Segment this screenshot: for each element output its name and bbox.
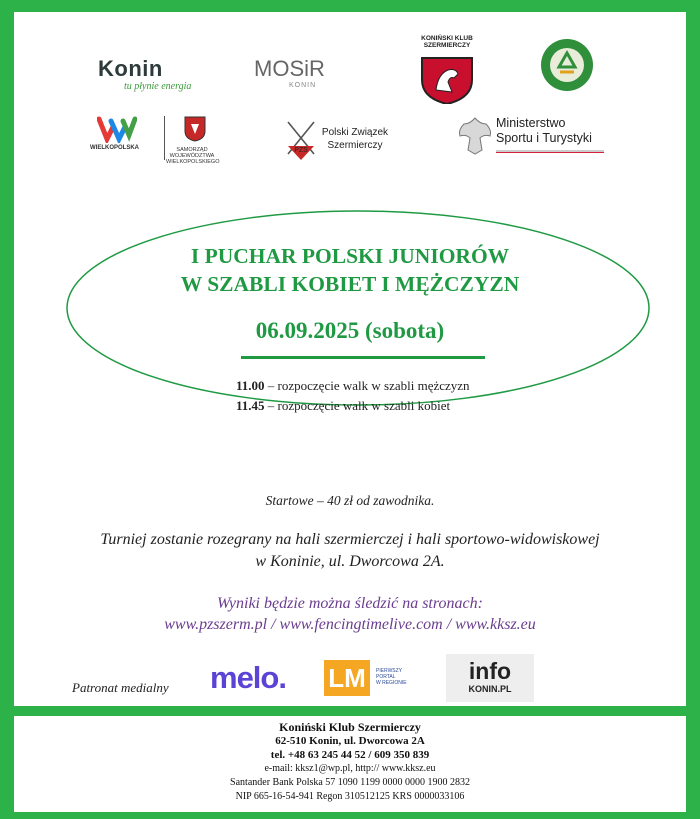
results-info (14, 593, 686, 635)
konin-logo: Konin (98, 56, 163, 81)
lm-mark: LM (324, 660, 370, 696)
melo-logo: melo. (210, 660, 286, 695)
footer-bank: Santander Bank Polska 57 1090 1199 0000 0000 1900 2832 (230, 777, 470, 788)
footer-phone: tel. +48 63 245 44 52 / 609 350 839 (270, 749, 430, 761)
info-logo-sub: KONIN.PL (468, 684, 512, 694)
footer-address: 62-510 Konin, ul. Dworcowa 2A (275, 735, 425, 747)
venue-line1: Turniej zostanie rozegrany na hali szermierczej i hali sportowo-widowiskowej (100, 531, 600, 548)
ministry-line2: Sportu i Turystyki (496, 131, 592, 145)
schedule-text: – rozpoczęcie walk w szabli kobiet (264, 398, 451, 413)
event-date: 06.09.2025 (sobota) (255, 318, 445, 343)
media-patronage-label: Patronat medialny (72, 680, 169, 695)
event-title-line1: I PUCHAR POLSKI JUNIORÓW (190, 244, 510, 268)
ministry-name (496, 116, 592, 146)
schedule-text: – rozpoczęcie walk w szabli mężczyzn (264, 378, 470, 393)
venue-line2: w Koninie, ul. Dworcowa 2A. (255, 553, 445, 570)
ministry-line1: Ministerstwo (496, 116, 566, 130)
results-links[interactable]: www.pzszerm.pl / www.fencingtimelive.com / www.kksz.eu (164, 616, 536, 633)
info-konin-logo (446, 654, 534, 702)
pzs-letters: PZS (294, 147, 308, 154)
event-title-line2: W SZABLI KOBIET I MĘŻCZYZN (180, 272, 520, 296)
eagle-emblem-icon (456, 114, 494, 158)
mosir-sub: KONIN (289, 82, 317, 89)
logo-divider (164, 116, 165, 160)
schedule-time: 11.00 (236, 378, 265, 393)
wlkp-coat-of-arms-icon (184, 116, 206, 142)
lm-tag-line: PORTAL (376, 674, 396, 680)
footer-club-name: Koniński Klub Szermierczy (279, 720, 421, 734)
event-title (14, 242, 686, 298)
konin-tagline: tu płynie energia (124, 81, 192, 92)
pzs-fencers-icon (284, 118, 318, 164)
schedule-time: 11.45 (236, 398, 265, 413)
kks-logo-name: KONIŃSKI KLUB SZERMIERCZY (421, 35, 473, 49)
date-underline (241, 356, 485, 359)
lm-tag-line: W REGIONIE (376, 680, 407, 686)
ministry-flag-bar (496, 150, 604, 153)
pzs-name-line1: Polski Związek (321, 127, 389, 138)
footer (14, 716, 686, 812)
wielkopolska-label: WIELKOPOLSKA (90, 145, 139, 151)
mosir-logo: MOSiR (254, 56, 325, 81)
venue-info (14, 529, 686, 573)
info-logo-main: info (468, 658, 512, 684)
wielkopolska-w-icon (97, 115, 137, 143)
pzs-name-line2: Szermierczy (327, 140, 383, 151)
lm-tag-line: PIERWSZY (376, 668, 403, 674)
footer-email[interactable]: e-mail: kksz1@wp.pl, http:// www.kksz.eu (264, 763, 436, 774)
entry-fee: Startowe – 40 zł od zawodnika. (265, 493, 435, 508)
kks-shield-icon (418, 52, 476, 104)
pzs-name (316, 126, 394, 152)
samorzad-label: SAMORZĄD WOJEWÓDZTWA WIELKOPOLSKIEGO (166, 147, 220, 165)
results-line1: Wyniki będzie można śledzić na stronach: (217, 595, 483, 612)
mpgok-logo-icon (540, 38, 594, 92)
schedule-item (236, 398, 450, 414)
schedule-item (236, 378, 470, 394)
footer-ids: NIP 665-16-54-941 Regon 310512125 KRS 0000033106 (235, 791, 465, 802)
poster-sheet (14, 12, 686, 706)
lm-tagline (376, 668, 426, 686)
